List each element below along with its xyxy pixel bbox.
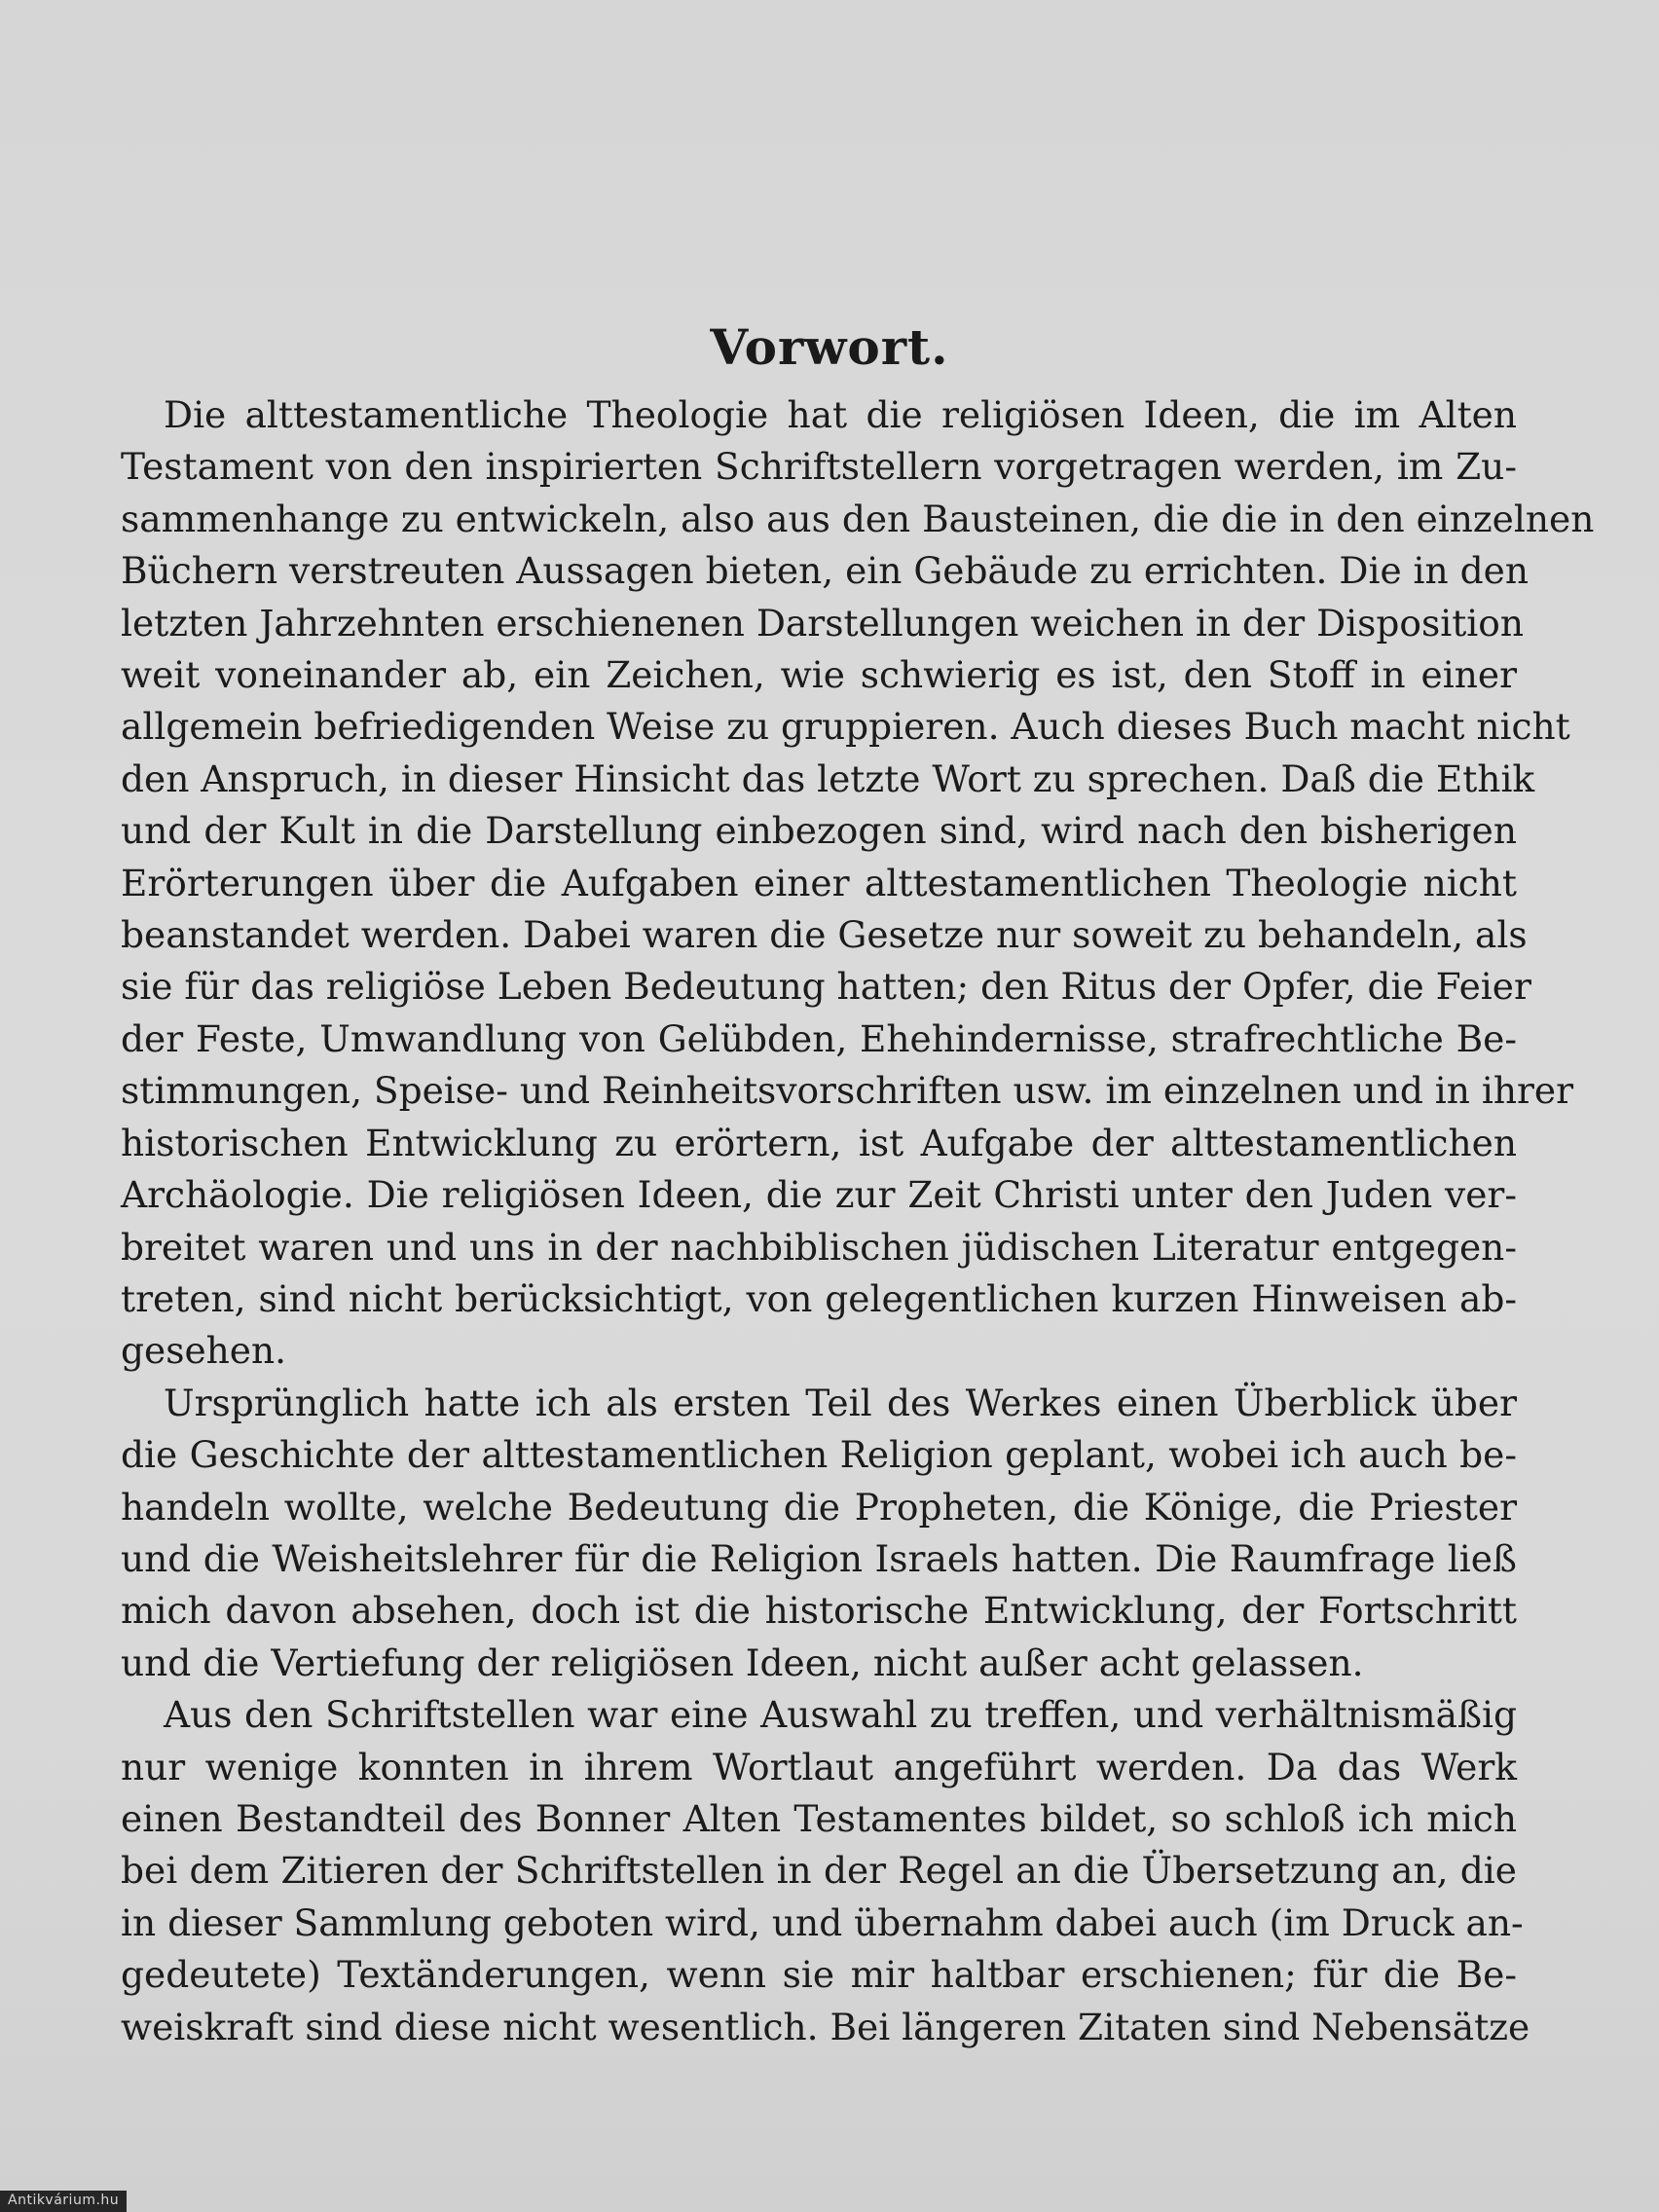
- text-line: Aus den Schriftstellen war eine Auswahl zu treffen, und verhältnismäßig: [164, 1693, 1517, 1737]
- text-line: Ursprünglich hatte ich als ersten Teil des Werkes einen Überblick über: [164, 1381, 1517, 1424]
- text-line: die Geschichte der alttestamentlichen Religion geplant, wobei ich auch be-: [121, 1433, 1517, 1477]
- paragraph: [121, 389, 1595, 1378]
- text-line: Die alttestamentliche Theologie hat die religiösen Ideen, die im Alten: [164, 393, 1517, 436]
- page-body: [121, 389, 1595, 2053]
- page-title: Vorwort.: [710, 317, 949, 376]
- text-line: sammenhange zu entwickeln, also aus den Bausteinen, die die in den einzelnen: [121, 497, 1595, 540]
- text-line: Erörterungen über die Aufgaben einer alttestamentlichen Theologie nicht: [121, 861, 1517, 904]
- text-line: breitet waren und uns in der nachbiblischen jüdischen Literatur entgegen-: [121, 1225, 1517, 1269]
- text-line: letzten Jahrzehnten erschienenen Darstellungen weichen in der Disposition: [121, 601, 1525, 645]
- text-line: treten, sind nicht berücksichtigt, von gelegentlichen kurzen Hinweisen ab-: [121, 1276, 1517, 1320]
- paragraph: [121, 1689, 1530, 2053]
- text-line: weiskraft sind diese nicht wesentlich. Bei längeren Zitaten sind Nebensätze: [121, 2005, 1530, 2048]
- text-line: nur wenige konnten in ihrem Wortlaut angeführt werden. Da das Werk: [121, 1745, 1517, 1788]
- text-line: beanstandet werden. Dabei waren die Gesetze nur soweit zu behandeln, als: [121, 913, 1528, 957]
- text-line: allgemein befriedigenden Weise zu gruppieren. Auch dieses Buch macht nicht: [121, 705, 1570, 749]
- text-line: sie für das religiöse Leben Bedeutung hatten; den Ritus der Opfer, die Feier: [121, 965, 1531, 1009]
- text-line: und die Vertiefung der religiösen Ideen, nicht außer acht gelassen.: [121, 1641, 1364, 1684]
- watermark: Antikvárium.hu: [0, 2191, 127, 2212]
- text-line: weit voneinander ab, ein Zeichen, wie schwierig es ist, den Stoff in einer: [121, 653, 1517, 697]
- text-line: mich davon absehen, doch ist die historische Entwicklung, der Fortschritt: [121, 1589, 1517, 1633]
- paragraph: [121, 1378, 1517, 1689]
- text-line: Büchern verstreuten Aussagen bieten, ein Gebäude zu errichten. Die in den: [121, 549, 1529, 593]
- text-line: Testament von den inspirierten Schriftstellern vorgetragen werden, im Zu-: [121, 445, 1517, 489]
- text-line: und die Weisheitslehrer für die Religion Israels hatten. Die Raumfrage ließ: [121, 1536, 1517, 1580]
- text-line: bei dem Zitieren der Schriftstellen in der Regel an die Übersetzung an, die: [121, 1849, 1517, 1893]
- text-line: stimmungen, Speise- und Reinheitsvorschriften usw. im einzelnen und in ihrer: [121, 1069, 1574, 1113]
- text-line: in dieser Sammlung geboten wird, und übernahm dabei auch (im Druck an-: [121, 1900, 1524, 1944]
- text-line: einen Bestandteil des Bonner Alten Testamentes bildet, so schloß ich mich: [121, 1796, 1517, 1840]
- text-line: handeln wollte, welche Bedeutung die Propheten, die Könige, die Priester: [121, 1485, 1517, 1529]
- text-line: gesehen.: [121, 1329, 287, 1373]
- text-line: und der Kult in die Darstellung einbezogen sind, wird nach den bisherigen: [121, 809, 1517, 853]
- text-line: historischen Entwicklung zu erörtern, ist Aufgabe der alttestamentlichen: [121, 1121, 1517, 1164]
- text-line: gedeutete) Textänderungen, wenn sie mir haltbar erschienen; für die Be-: [121, 1953, 1517, 1997]
- text-line: Archäologie. Die religiösen Ideen, die zur Zeit Christi unter den Juden ver-: [121, 1173, 1517, 1217]
- text-line: den Anspruch, in dieser Hinsicht das letzte Wort zu sprechen. Daß die Ethik: [121, 756, 1535, 800]
- text-line: der Feste, Umwandlung von Gelübden, Ehehindernisse, strafrechtliche Be-: [121, 1016, 1517, 1060]
